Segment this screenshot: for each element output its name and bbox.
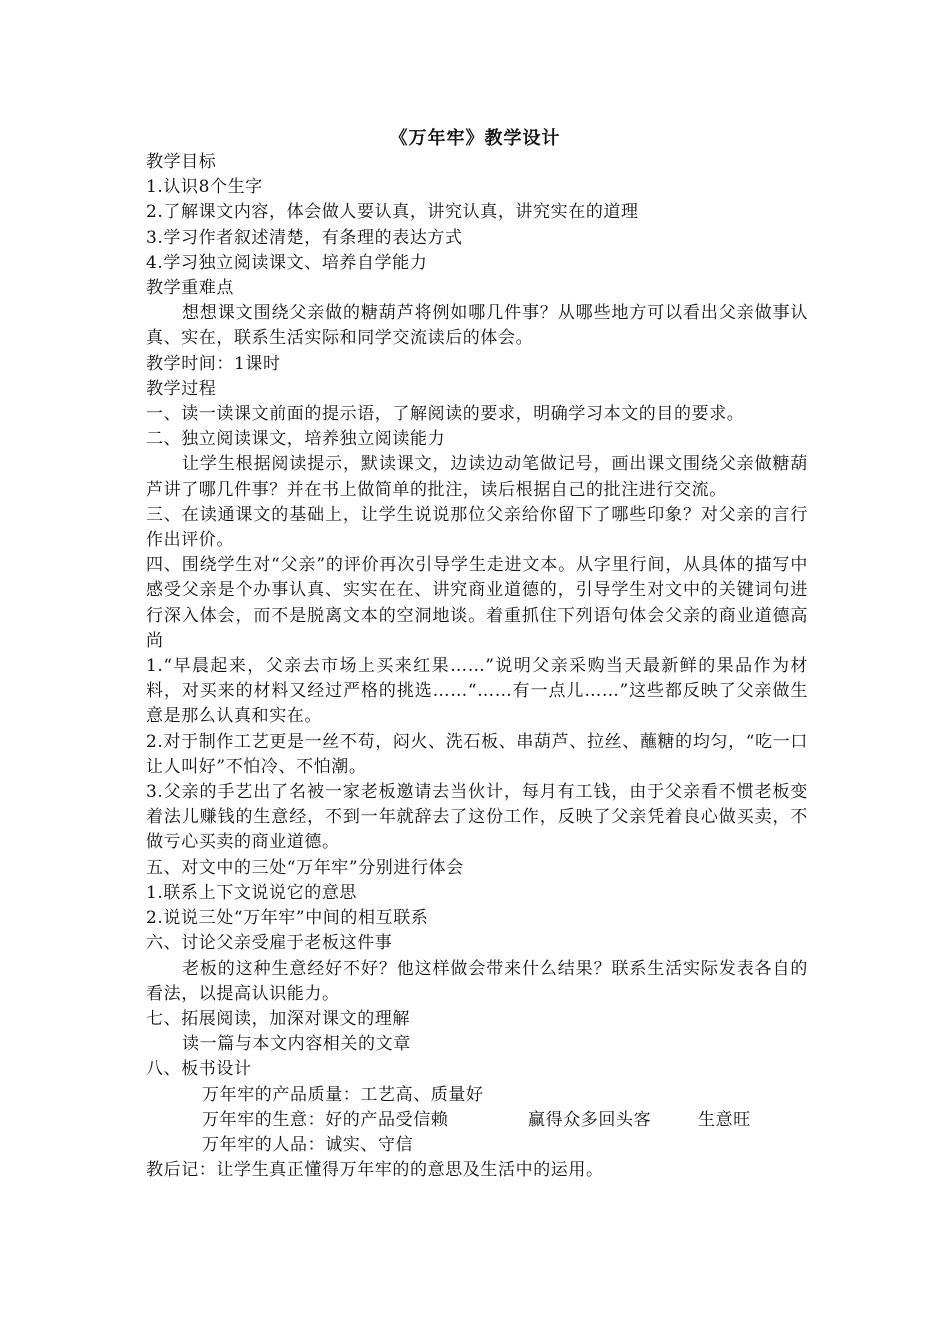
step-1: 一、读一读课文前面的提示语，了解阅读的要求，明确学习本文的目的要求。 xyxy=(146,404,745,425)
teaching-time: 教学时间：1课时 xyxy=(146,353,281,374)
step-5-heading: 五、对文中的三处“万年牢”分别进行体会 xyxy=(146,857,464,878)
goal-item: 2.了解课文内容，体会做人要认真，讲究认真，讲究实在的道理 xyxy=(146,202,639,223)
step-7-paragraph: 读一篇与本文内容相关的文章 xyxy=(182,1034,411,1055)
goals-heading: 教学目标 xyxy=(146,152,217,172)
step-4-item: 2.对于制作工艺更是一丝不苟，闷火、洗石板、串葫芦、拉丝、蘸糖的均匀，“吃一口让人叫好”不怕冷、不怕潮。 xyxy=(146,731,808,777)
board-line-2 xyxy=(146,1108,808,1133)
goal-item: 3.学习作者叙述清楚，有条理的表达方式 xyxy=(146,227,463,248)
step-3: 三、在读通课文的基础上，让学生说说那位父亲给你留下了哪些印象？对父亲的言行作出评价。 xyxy=(146,504,808,551)
step-4-item: 1.“早晨起来，父亲去市场上买来红果……”说明父亲采购当天最新鲜的果品作为材料，对买来的材料又经过严格的挑选……“……有一点儿……”这些都反映了父亲做生意是那么认真和实在。 xyxy=(146,656,808,727)
key-heading: 教学重难点 xyxy=(146,278,234,299)
step-5-item: 1.联系上下文说说它的意思 xyxy=(146,882,358,903)
step-6-paragraph: 老板的这种生意经好不好？他这样做会带来什么结果？联系生活实际发表各自的看法，以提高认识能力。 xyxy=(146,958,808,1004)
board-line-2-part-c: 生意旺 xyxy=(698,1109,751,1130)
step-8-heading: 八、板书设计 xyxy=(146,1059,252,1080)
goal-item: 4.学习独立阅读课文、培养自学能力 xyxy=(146,252,428,273)
document-title: 《万年牢》教学设计 xyxy=(389,128,561,149)
step-6-heading: 六、讨论父亲受雇于老板这件事 xyxy=(146,933,393,954)
goal-item: 1.认识8个生字 xyxy=(146,177,263,198)
board-line-2-part-b: 赢得众多回头客 xyxy=(528,1109,652,1130)
step-2-heading: 二、独立阅读课文，培养独立阅读能力 xyxy=(146,429,446,450)
board-line-2-part-a: 万年牢的生意：好的产品受信赖 xyxy=(202,1109,449,1130)
board-line-1: 万年牢的产品质量：工艺高、质量好 xyxy=(202,1084,484,1105)
document-body xyxy=(146,150,808,1183)
step-7-heading: 七、拓展阅读，加深对课文的理解 xyxy=(146,1008,410,1029)
step-4-item: 3.父亲的手艺出了名被一家老板邀请去当伙计，每月有工钱，由于父亲看不惯老板变着法儿赚钱的生意经，不到一年就辞去了这份工作，反映了父亲凭着良心做买卖，不做亏心买卖的商业道德。 xyxy=(146,782,808,853)
step-4: 四、围绕学生对“父亲”的评价再次引导学生走进文本。从字里行间，从具体的描写中感受父亲是个办事认真、实实在在、讲究商业道德的，引导学生对文中的关键词句进行深入体会，而不是脱离文本的空洞地谈。着重抓住下列语句体会父亲的商业道德高尚 xyxy=(146,555,808,651)
key-paragraph: 想想课文围绕父亲做的糖葫芦将例如哪几件事？从哪些地方可以看出父亲做事认真、实在，联系生活实际和同学交流读后的体会。 xyxy=(146,303,808,349)
board-line-3: 万年牢的人品：诚实、守信 xyxy=(202,1134,414,1155)
process-heading: 教学过程 xyxy=(146,378,217,399)
step-5-item: 2.说说三处“万年牢”中间的相互联系 xyxy=(146,908,429,929)
step-2-paragraph: 让学生根据阅读提示，默读课文，边读边动笔做记号，画出课文围绕父亲做糖葫芦讲了哪几件事？并在书上做简单的批注，读后根据自己的批注进行交流。 xyxy=(146,454,808,500)
postscript: 教后记：让学生真正懂得万年牢的的意思及生活中的运用。 xyxy=(146,1160,604,1181)
